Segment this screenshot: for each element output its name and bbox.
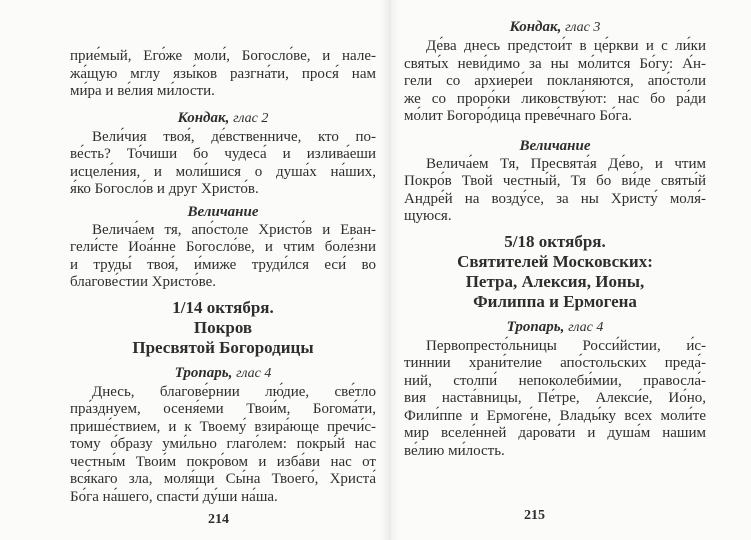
text-line: ний, столпи́ непоколеби́мии, правосла́- bbox=[404, 372, 706, 389]
feast-date: 1/14 октября. bbox=[172, 297, 274, 317]
text-line: благове́стии Христо́ве. bbox=[70, 274, 217, 290]
heading-glas: глас 2 bbox=[233, 110, 269, 126]
right-page bbox=[404, 14, 706, 460]
text-line: гели́сте Иоа́нне Богосло́ве, и чтим боле́зни bbox=[70, 239, 376, 255]
troparion-paragraph bbox=[404, 338, 706, 461]
feast-name: Филиппа и Ермогена bbox=[473, 291, 637, 311]
troparion-heading bbox=[404, 317, 706, 338]
text-line: Покро́в Твой честны́й, Тя бо ви́де святы́й bbox=[404, 173, 706, 189]
text-line: вия наста́вницы, Пе́тре, Алекси́е, Ио́но, bbox=[404, 390, 706, 406]
feast-name: Святителей Московских: bbox=[457, 251, 653, 271]
text-line: Фили́ппе и Ермоге́не, Влады́ку всех моли́те bbox=[404, 407, 706, 424]
feast-title bbox=[70, 298, 376, 358]
intro-paragraph bbox=[70, 48, 376, 101]
heading-label: Тропарь, bbox=[506, 318, 565, 335]
feast-name: Петра, Алексия, Ионы, bbox=[465, 271, 645, 291]
page-number: 215 bbox=[524, 508, 545, 523]
heading-glas: глас 4 bbox=[568, 319, 604, 335]
text-line: ми́ра и ве́лия ми́лости. bbox=[70, 83, 215, 99]
heading-label: Кондак, bbox=[177, 109, 230, 126]
heading-label: Тропарь, bbox=[174, 364, 233, 381]
text-line: мир вселе́нней дарова́ти и душа́м нашим bbox=[404, 425, 706, 441]
text-line: Де́ва днесь предстои́т в це́ркви и с ли́ки bbox=[426, 38, 706, 54]
text-line: я́ко Богосло́в и друг Христо́в. bbox=[70, 181, 259, 197]
text-line: же со проро́ки ликовству́ют: нас бо ра́ди bbox=[404, 90, 706, 107]
text-line: вся́каго зла, моля́щи Сы́на Твоего́, Христа́ bbox=[70, 471, 376, 487]
heading-glas: глас 3 bbox=[565, 20, 601, 35]
feast-name: Пресвятой Богородицы bbox=[132, 337, 314, 357]
kondak-paragraph bbox=[70, 129, 376, 199]
text-line: Велича́ем Тя, Пресвята́я Де́во, и чтим bbox=[426, 155, 706, 172]
text-line: мо́лит Богоро́дица преве́чнаго Бо́га. bbox=[404, 108, 633, 124]
text-line: прише́ствием, и к Твоему́ взира́юще пречи́с- bbox=[70, 418, 376, 435]
text-line: жа́щую мглу язы́ков разгна́ти, прося́ нам bbox=[70, 65, 376, 82]
text-line: прие́мый, Его́же моли́, Богосло́ве, и нале- bbox=[70, 48, 376, 64]
text-line: пра́зднуем, осеня́еми Твои́м, Богома́ти, bbox=[70, 401, 376, 417]
troparion-paragraph bbox=[70, 384, 376, 507]
velichanie-heading: Величание bbox=[519, 137, 591, 154]
text-line: Бо́га на́шего, спасти́ ду́ши на́ша. bbox=[70, 488, 278, 505]
text-line: честны́м Твои́м покро́вом и изба́ви нас от bbox=[70, 453, 376, 470]
text-line: исцеле́ния, и моли́шися о душа́х на́ших, bbox=[70, 163, 376, 180]
text-line: ве́сть? То́чиши бо чудеса́ и излива́еши bbox=[70, 146, 376, 162]
book-gutter-shadow bbox=[380, 0, 400, 540]
kondak-paragraph bbox=[404, 38, 706, 126]
kondak-heading bbox=[70, 108, 376, 129]
text-line: тому о́бразу уми́льно глаго́лем: покры́й нас bbox=[70, 436, 376, 452]
page-number: 214 bbox=[208, 512, 229, 527]
text-line: щуюся. bbox=[404, 208, 452, 224]
left-page bbox=[70, 48, 376, 506]
feast-date: 5/18 октября. bbox=[504, 231, 606, 251]
text-line: святы́х неви́димо за ны мо́лится Бо́гу: А́н- bbox=[404, 55, 706, 72]
velichanie-paragraph bbox=[404, 156, 706, 226]
text-line: ве́лию ми́лость. bbox=[404, 442, 505, 459]
feast-name: Покров bbox=[193, 317, 253, 337]
text-line: Днесь, благове́рнии лю́дие, све́тло bbox=[92, 383, 376, 400]
text-line: Андре́й на возду́се, за ны Христу́ моля́- bbox=[404, 190, 706, 207]
text-line: гели со архиере́и покланяются, апо́столи bbox=[404, 73, 706, 89]
text-line: Вели́чия твоя́, де́вственниче, кто по- bbox=[92, 128, 376, 145]
kondak-heading bbox=[404, 17, 706, 38]
troparion-heading bbox=[70, 363, 376, 384]
feast-title bbox=[404, 232, 706, 312]
velichanie-heading: Величание bbox=[187, 203, 259, 220]
text-line: и труды́ твоя́, и́миже труди́лся еси́ во bbox=[70, 256, 376, 273]
heading-glas: глас 4 bbox=[236, 365, 272, 381]
text-line: Первопресто́льницы Росси́йстии, и́с- bbox=[426, 337, 706, 354]
heading-label: Кондак, bbox=[509, 19, 562, 35]
text-line: тиннии храни́телие апо́стольских преда́- bbox=[404, 355, 706, 371]
velichanie-paragraph bbox=[70, 222, 376, 292]
text-line: Велича́ем тя, апо́столе Христо́в и Еван- bbox=[92, 221, 376, 238]
